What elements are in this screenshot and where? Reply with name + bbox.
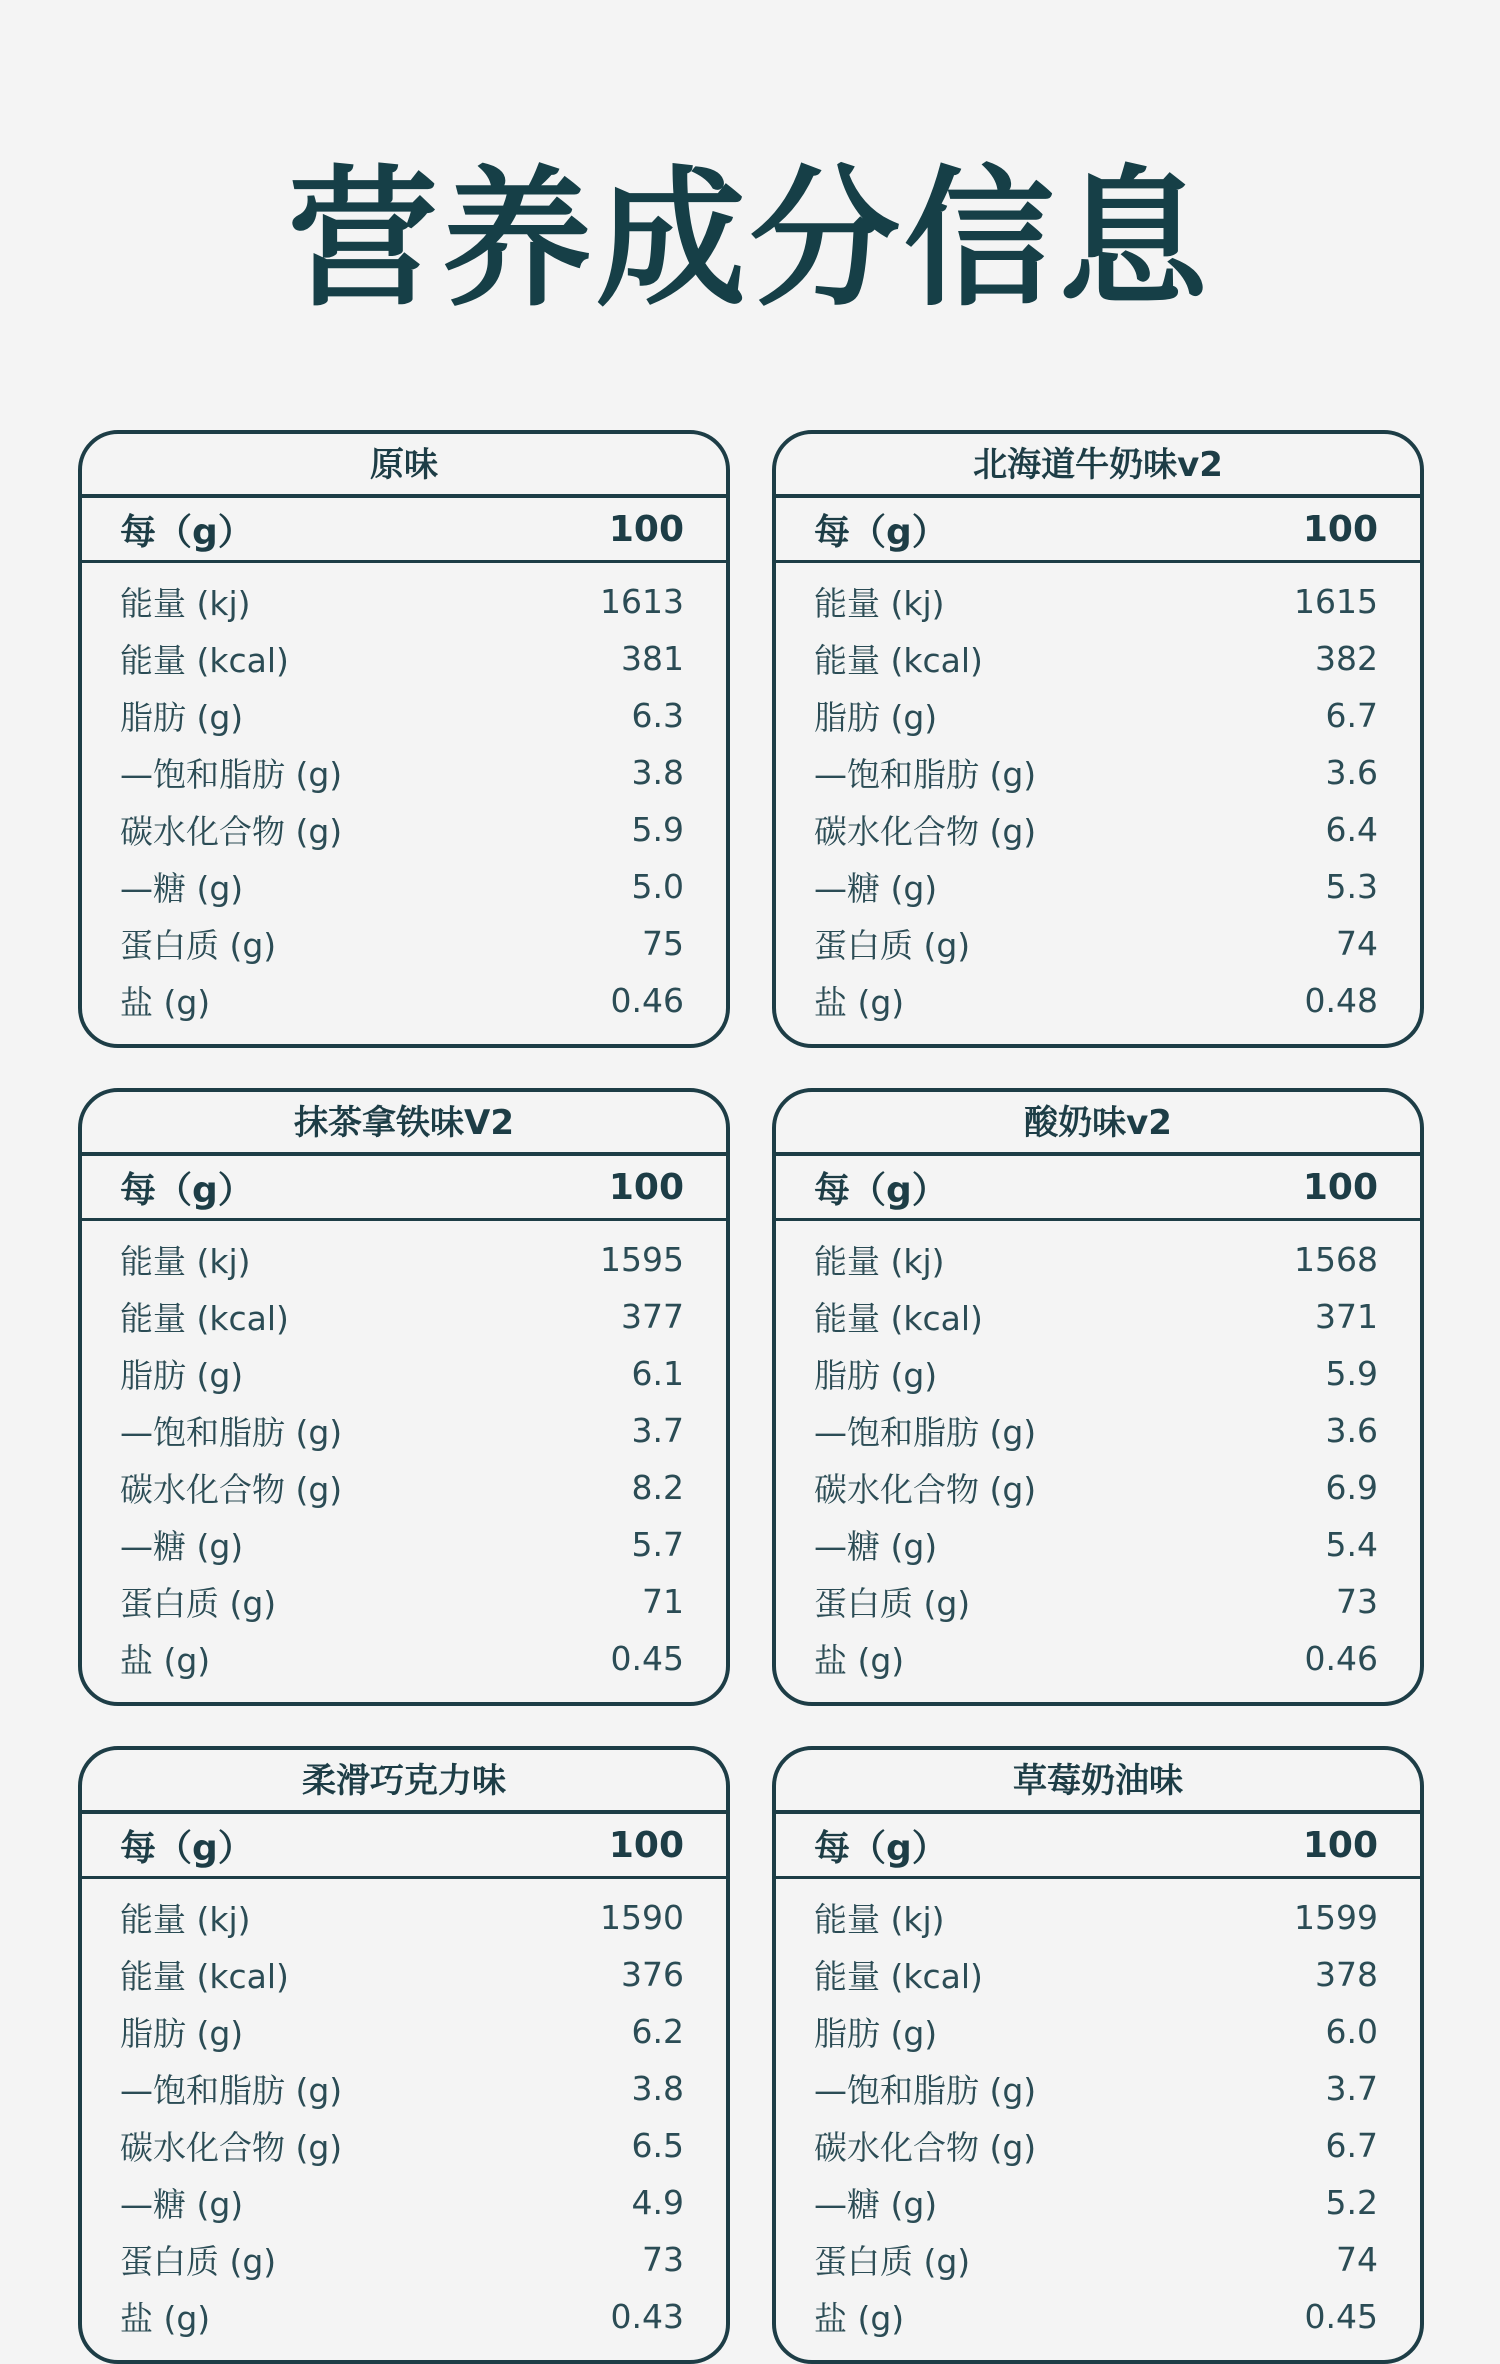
nutrient-row	[814, 687, 1378, 744]
nutrient-value: 377	[621, 1297, 684, 1336]
nutrient-row	[120, 630, 684, 687]
nutrient-value: 1590	[600, 1898, 684, 1937]
nutrient-label: 蛋白质 (g)	[120, 926, 277, 965]
nutrient-label: 能量 (kj)	[814, 1242, 945, 1281]
nutrient-value: 3.6	[1325, 1411, 1378, 1450]
nutrient-list	[82, 1221, 726, 1687]
nutrient-row	[814, 2003, 1378, 2060]
nutrient-row	[814, 1946, 1378, 2003]
nutrient-row	[814, 630, 1378, 687]
nutrient-row	[814, 1630, 1378, 1687]
nutrient-label: 碳水化合物 (g)	[120, 812, 343, 851]
nutrient-value: 6.9	[1325, 1468, 1378, 1507]
card-title: 柔滑巧克力味	[82, 1750, 726, 1814]
nutrient-row	[120, 2174, 684, 2231]
per-label: 每（g）	[120, 511, 254, 553]
nutrient-value: 3.6	[1325, 753, 1378, 792]
nutrient-row	[120, 858, 684, 915]
nutrient-label: 蛋白质 (g)	[120, 1584, 277, 1623]
nutrient-row	[120, 801, 684, 858]
nutrient-value: 74	[1336, 2240, 1378, 2279]
nutrient-list	[776, 1879, 1420, 2345]
nutrition-card-hokkaido-milk	[772, 430, 1424, 1048]
nutrition-card-strawberry-cream	[772, 1746, 1424, 2364]
nutrient-value: 1568	[1294, 1240, 1378, 1279]
per-value: 100	[1302, 1824, 1378, 1866]
nutrient-row	[814, 2117, 1378, 2174]
per-value: 100	[608, 1824, 684, 1866]
nutrient-value: 74	[1336, 924, 1378, 963]
nutrient-row	[814, 1459, 1378, 1516]
nutrient-value: 5.0	[631, 867, 684, 906]
nutrient-label: 能量 (kcal)	[814, 1299, 983, 1338]
nutrition-grid	[78, 430, 1424, 2364]
nutrient-label: 盐 (g)	[814, 1641, 905, 1680]
nutrient-value: 378	[1315, 1955, 1378, 1994]
nutrient-row	[814, 1573, 1378, 1630]
nutrient-row	[814, 744, 1378, 801]
nutrient-row	[120, 2117, 684, 2174]
nutrient-label: —饱和脂肪 (g)	[120, 755, 343, 794]
nutrient-value: 0.43	[610, 2297, 684, 2336]
nutrient-value: 376	[621, 1955, 684, 1994]
nutrient-value: 1615	[1294, 582, 1378, 621]
nutrient-label: —饱和脂肪 (g)	[120, 1413, 343, 1452]
nutrient-value: 382	[1315, 639, 1378, 678]
nutrient-row	[120, 1573, 684, 1630]
nutrient-row	[120, 1345, 684, 1402]
card-title: 抹茶拿铁味V2	[82, 1092, 726, 1156]
nutrient-label: 蛋白质 (g)	[814, 1584, 971, 1623]
nutrient-list	[776, 1221, 1420, 1687]
nutrient-row	[120, 573, 684, 630]
nutrient-value: 4.9	[631, 2183, 684, 2222]
nutrient-value: 3.7	[1325, 2069, 1378, 2108]
nutrient-label: 碳水化合物 (g)	[814, 1470, 1037, 1509]
nutrient-value: 6.7	[1325, 696, 1378, 735]
per-serving-row	[82, 498, 726, 563]
nutrient-value: 1613	[600, 582, 684, 621]
nutrient-label: 脂肪 (g)	[814, 698, 938, 737]
nutrient-row	[120, 2288, 684, 2345]
nutrient-label: 能量 (kcal)	[120, 1957, 289, 1996]
per-serving-row	[776, 1156, 1420, 1221]
per-label: 每（g）	[120, 1827, 254, 1869]
per-label: 每（g）	[814, 511, 948, 553]
nutrition-card-yogurt	[772, 1088, 1424, 1706]
nutrient-label: 碳水化合物 (g)	[814, 812, 1037, 851]
nutrient-label: 脂肪 (g)	[814, 1356, 938, 1395]
card-title: 酸奶味v2	[776, 1092, 1420, 1156]
nutrient-row	[814, 1288, 1378, 1345]
nutrient-label: —饱和脂肪 (g)	[120, 2071, 343, 2110]
nutrient-row	[120, 1402, 684, 1459]
nutrient-label: 盐 (g)	[120, 1641, 211, 1680]
nutrient-row	[814, 1516, 1378, 1573]
nutrient-value: 5.3	[1325, 867, 1378, 906]
card-title: 原味	[82, 434, 726, 498]
nutrient-value: 73	[1336, 1582, 1378, 1621]
nutrient-row	[120, 2060, 684, 2117]
nutrient-label: —糖 (g)	[814, 1527, 938, 1566]
nutrient-value: 0.46	[610, 981, 684, 1020]
nutrient-row	[814, 2174, 1378, 2231]
nutrient-label: —饱和脂肪 (g)	[814, 2071, 1037, 2110]
nutrient-value: 75	[642, 924, 684, 963]
nutrient-label: 脂肪 (g)	[814, 2014, 938, 2053]
nutrient-label: —糖 (g)	[814, 869, 938, 908]
nutrient-row	[120, 1231, 684, 1288]
nutrient-value: 0.45	[1304, 2297, 1378, 2336]
nutrient-label: 盐 (g)	[814, 2299, 905, 2338]
nutrient-row	[120, 1288, 684, 1345]
nutrient-value: 5.2	[1325, 2183, 1378, 2222]
nutrient-list	[82, 563, 726, 1029]
nutrient-label: 蛋白质 (g)	[120, 2242, 277, 2281]
nutrient-value: 6.0	[1325, 2012, 1378, 2051]
nutrient-value: 381	[621, 639, 684, 678]
nutrient-list	[82, 1879, 726, 2345]
nutrient-value: 0.45	[610, 1639, 684, 1678]
nutrient-label: 盐 (g)	[120, 983, 211, 1022]
nutrient-row	[814, 2231, 1378, 2288]
nutrient-label: —糖 (g)	[120, 2185, 244, 2224]
nutrient-row	[120, 2231, 684, 2288]
nutrient-value: 371	[1315, 1297, 1378, 1336]
nutrient-label: 能量 (kj)	[814, 584, 945, 623]
nutrient-label: 盐 (g)	[814, 983, 905, 1022]
nutrient-label: 脂肪 (g)	[120, 1356, 244, 1395]
nutrient-label: 碳水化合物 (g)	[120, 1470, 343, 1509]
nutrient-row	[814, 1345, 1378, 1402]
nutrient-label: 蛋白质 (g)	[814, 2242, 971, 2281]
per-value: 100	[1302, 508, 1378, 550]
nutrient-value: 6.5	[631, 2126, 684, 2165]
page-title: 营养成分信息	[287, 153, 1212, 327]
nutrient-row	[120, 1459, 684, 1516]
nutrient-value: 1599	[1294, 1898, 1378, 1937]
nutrient-row	[814, 573, 1378, 630]
nutrient-label: 能量 (kj)	[120, 1900, 251, 1939]
nutrient-value: 3.8	[631, 2069, 684, 2108]
nutrient-row	[120, 915, 684, 972]
per-label: 每（g）	[814, 1169, 948, 1211]
nutrient-value: 6.2	[631, 2012, 684, 2051]
nutrient-value: 5.9	[1325, 1354, 1378, 1393]
nutrient-row	[120, 1516, 684, 1573]
nutrient-row	[120, 972, 684, 1029]
nutrient-row	[814, 801, 1378, 858]
nutrient-list	[776, 563, 1420, 1029]
card-title: 北海道牛奶味v2	[776, 434, 1420, 498]
nutrient-value: 5.4	[1325, 1525, 1378, 1564]
nutrient-row	[120, 1946, 684, 2003]
nutrient-value: 3.7	[631, 1411, 684, 1450]
nutrient-label: 能量 (kcal)	[814, 1957, 983, 1996]
nutrient-row	[120, 1630, 684, 1687]
nutrient-row	[814, 2288, 1378, 2345]
nutrient-value: 6.1	[631, 1354, 684, 1393]
per-serving-row	[776, 1814, 1420, 1879]
nutrient-value: 3.8	[631, 753, 684, 792]
per-label: 每（g）	[120, 1169, 254, 1211]
nutrient-row	[814, 972, 1378, 1029]
nutrient-row	[120, 2003, 684, 2060]
nutrient-row	[120, 687, 684, 744]
nutrient-label: 脂肪 (g)	[120, 2014, 244, 2053]
nutrient-label: 蛋白质 (g)	[814, 926, 971, 965]
nutrient-label: 碳水化合物 (g)	[120, 2128, 343, 2167]
nutrient-value: 0.46	[1304, 1639, 1378, 1678]
nutrient-value: 73	[642, 2240, 684, 2279]
nutrition-card-matcha-latte	[78, 1088, 730, 1706]
per-serving-row	[82, 1156, 726, 1221]
nutrient-value: 0.48	[1304, 981, 1378, 1020]
nutrient-row	[814, 2060, 1378, 2117]
per-label: 每（g）	[814, 1827, 948, 1869]
nutrient-row	[120, 744, 684, 801]
nutrient-label: 能量 (kj)	[120, 1242, 251, 1281]
nutrient-label: —糖 (g)	[814, 2185, 938, 2224]
nutrient-label: —饱和脂肪 (g)	[814, 1413, 1037, 1452]
nutrient-row	[814, 1402, 1378, 1459]
per-serving-row	[82, 1814, 726, 1879]
nutrient-value: 71	[642, 1582, 684, 1621]
nutrition-card-chocolate	[78, 1746, 730, 2364]
per-value: 100	[608, 1166, 684, 1208]
nutrient-value: 5.7	[631, 1525, 684, 1564]
nutrient-value: 1595	[600, 1240, 684, 1279]
nutrition-card-original	[78, 430, 730, 1048]
nutrient-value: 8.2	[631, 1468, 684, 1507]
nutrient-label: 能量 (kj)	[814, 1900, 945, 1939]
nutrient-label: —糖 (g)	[120, 869, 244, 908]
nutrient-label: —饱和脂肪 (g)	[814, 755, 1037, 794]
nutrient-label: 能量 (kcal)	[814, 641, 983, 680]
nutrient-value: 6.3	[631, 696, 684, 735]
nutrient-row	[814, 915, 1378, 972]
card-title: 草莓奶油味	[776, 1750, 1420, 1814]
per-serving-row	[776, 498, 1420, 563]
nutrient-label: 能量 (kj)	[120, 584, 251, 623]
nutrient-row	[814, 858, 1378, 915]
nutrient-row	[120, 1889, 684, 1946]
nutrient-row	[814, 1231, 1378, 1288]
nutrient-label: 能量 (kcal)	[120, 641, 289, 680]
per-value: 100	[1302, 1166, 1378, 1208]
per-value: 100	[608, 508, 684, 550]
nutrient-value: 5.9	[631, 810, 684, 849]
nutrient-label: —糖 (g)	[120, 1527, 244, 1566]
nutrient-value: 6.4	[1325, 810, 1378, 849]
nutrient-row	[814, 1889, 1378, 1946]
nutrient-label: 碳水化合物 (g)	[814, 2128, 1037, 2167]
nutrient-label: 盐 (g)	[120, 2299, 211, 2338]
nutrient-value: 6.7	[1325, 2126, 1378, 2165]
nutrient-label: 脂肪 (g)	[120, 698, 244, 737]
nutrient-label: 能量 (kcal)	[120, 1299, 289, 1338]
